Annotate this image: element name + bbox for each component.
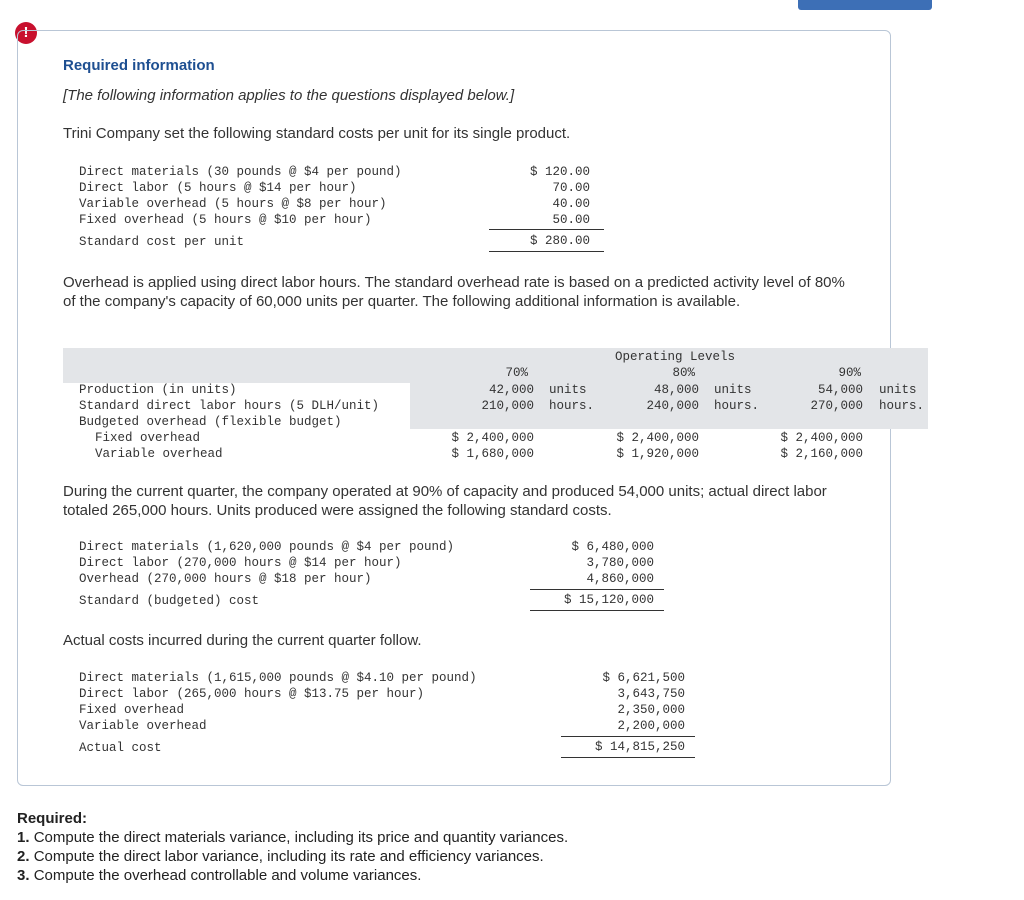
- dlh-unit: hours.: [549, 399, 595, 413]
- required-item-number: 3.: [17, 867, 30, 884]
- intro-text: Trini Company set the following standard costs per unit for its single product.: [63, 125, 571, 142]
- subtotal-rule: [561, 736, 695, 737]
- dlh-value: 270,000: [810, 399, 863, 413]
- required-item-3: [17, 867, 421, 884]
- table-row-amount: $ 6,480,000: [571, 540, 654, 554]
- table-row-amount: 2,200,000: [617, 719, 685, 733]
- production-unit: units: [714, 383, 752, 397]
- total-label: Standard cost per unit: [79, 235, 245, 249]
- current-quarter-paragraph: During the current quarter, the company operated at 90% of capacity and produced 54,000 units; actual direct labor totaled 265,000 hours. Units produced were assigned the following standard costs.: [63, 483, 827, 519]
- table-row-label: Direct labor (265,000 hours @ $13.75 per hour): [79, 687, 425, 701]
- required-item-text: Compute the direct materials variance, including its price and quantity variances.: [33, 829, 569, 846]
- table-row-amount: 3,643,750: [617, 687, 685, 701]
- dlh-unit: hours.: [879, 399, 925, 413]
- alert-icon: !: [15, 22, 37, 44]
- total-label: Standard (budgeted) cost: [79, 594, 260, 608]
- fixed-overhead-value: $ 2,400,000: [616, 431, 699, 445]
- production-label: Production (in units): [79, 383, 237, 397]
- total-rule: [489, 251, 604, 252]
- variable-overhead-value: $ 2,160,000: [780, 447, 863, 461]
- level-header: 90%: [838, 366, 861, 380]
- dlh-value: 210,000: [481, 399, 534, 413]
- table-row-label: Direct materials (1,620,000 pounds @ $4 per pound): [79, 540, 455, 554]
- table-row-amount: $ 120.00: [529, 165, 590, 179]
- table-row-amount: 50.00: [552, 213, 590, 227]
- table-row-amount: $ 6,621,500: [602, 671, 685, 685]
- production-value: 54,000: [817, 383, 863, 397]
- actual-intro: Actual costs incurred during the current quarter follow.: [63, 632, 422, 649]
- table-row-label: Direct labor (270,000 hours @ $14 per hour): [79, 556, 402, 570]
- total-rule: [530, 610, 664, 611]
- table-row-label: Fixed overhead: [79, 703, 185, 717]
- table-row-amount: 40.00: [552, 197, 590, 211]
- table-row-amount: 70.00: [552, 181, 590, 195]
- total-rule: [561, 757, 695, 758]
- required-item-number: 1.: [17, 829, 30, 846]
- production-value: 42,000: [488, 383, 534, 397]
- required-information-heading: Required information: [63, 57, 215, 74]
- production-value: 48,000: [653, 383, 699, 397]
- dlh-label: Standard direct labor hours (5 DLH/unit): [79, 399, 380, 413]
- table-row-amount: 3,780,000: [586, 556, 654, 570]
- total-amount: $ 15,120,000: [563, 593, 654, 607]
- dlh-unit: hours.: [714, 399, 760, 413]
- required-item-1: [17, 829, 568, 846]
- required-item-2: [17, 848, 544, 865]
- info-subtitle: [The following information applies to the questions displayed below.]: [63, 87, 515, 104]
- required-item-number: 2.: [17, 848, 30, 865]
- level-header: 80%: [672, 366, 695, 380]
- production-unit: units: [549, 383, 587, 397]
- table-row-label: Direct labor (5 hours @ $14 per hour): [79, 181, 357, 195]
- fixed-overhead-value: $ 2,400,000: [780, 431, 863, 445]
- variable-overhead-label: Variable overhead: [95, 447, 223, 461]
- operating-levels-title: Operating Levels: [615, 350, 736, 364]
- variable-overhead-value: $ 1,920,000: [616, 447, 699, 461]
- table-row-label: Overhead (270,000 hours @ $18 per hour): [79, 572, 372, 586]
- budget-label: Budgeted overhead (flexible budget): [79, 415, 342, 429]
- total-label: Actual cost: [79, 741, 162, 755]
- subtotal-rule: [530, 589, 664, 590]
- required-item-text: Compute the direct labor variance, including its rate and efficiency variances.: [33, 848, 544, 865]
- top-action-button[interactable]: [798, 0, 932, 10]
- table-row-amount: 4,860,000: [586, 572, 654, 586]
- variable-overhead-value: $ 1,680,000: [451, 447, 534, 461]
- dlh-value: 240,000: [646, 399, 699, 413]
- production-unit: units: [879, 383, 917, 397]
- overhead-paragraph: Overhead is applied using direct labor hours. The standard overhead rate is based on a predicted activity level of 80% of the company's capacity of 60,000 units per quarter. The following additional information is available.: [63, 274, 845, 310]
- table-row-amount: 2,350,000: [617, 703, 685, 717]
- table-row-label: Variable overhead (5 hours @ $8 per hour): [79, 197, 387, 211]
- total-amount: $ 280.00: [529, 234, 590, 248]
- required-title: Required:: [17, 810, 88, 827]
- table-row-label: Fixed overhead (5 hours @ $10 per hour): [79, 213, 372, 227]
- table-row-label: Direct materials (1,615,000 pounds @ $4.10 per pound): [79, 671, 477, 685]
- required-item-text: Compute the overhead controllable and volume variances.: [33, 867, 422, 884]
- total-amount: $ 14,815,250: [594, 740, 685, 754]
- table-row-label: Variable overhead: [79, 719, 207, 733]
- level-header: 70%: [505, 366, 528, 380]
- table-row-label: Direct materials (30 pounds @ $4 per pound): [79, 165, 402, 179]
- fixed-overhead-label: Fixed overhead: [95, 431, 201, 445]
- fixed-overhead-value: $ 2,400,000: [451, 431, 534, 445]
- subtotal-rule: [489, 229, 604, 230]
